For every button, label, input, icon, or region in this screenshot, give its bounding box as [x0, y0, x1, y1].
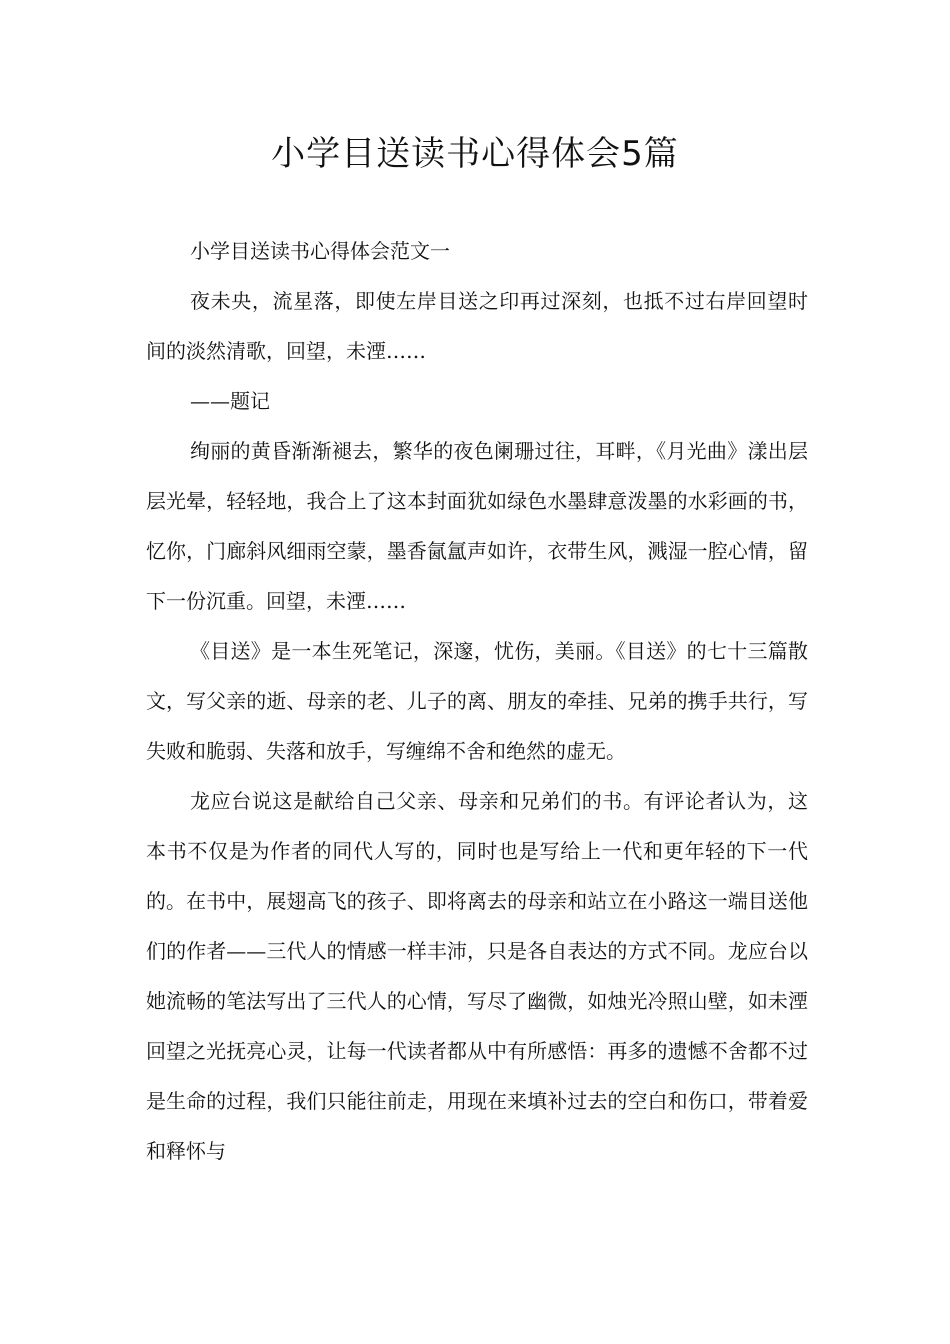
document-body: [146, 226, 808, 1176]
paragraph-body: 绚丽的黄昏渐渐褪去，繁华的夜色阑珊过往，耳畔，《月光曲》漾出层层光晕，轻轻地，我合上了这本封面犹如绿色水墨肆意泼墨的水彩画的书，忆你，门廊斜风细雨空蒙，墨香氤氲声如许，衣带生风，溅湿一腔心情，留下一份沉重。回望，未湮……: [146, 439, 808, 613]
paragraph-epigraph: 夜未央，流星落，即使左岸目送之印再过深刻，也抵不过右岸回望时间的淡然清歌，回望，未湮……: [146, 289, 808, 363]
paragraph-epigraph-attribution: ——题记: [190, 389, 270, 413]
paragraph-body: 龙应台说这是献给自己父亲、母亲和兄弟们的书。有评论者认为，这本书不仅是为作者的同代人写的，同时也是写给上一代和更年轻的下一代的。在书中，展翅高飞的孩子、即将离去的母亲和站立在小路这一端目送他们的作者——三代人的情感一样丰沛，只是各自表达的方式不同。龙应台以她流畅的笔法写出了三代人的心情，写尽了幽微，如烛光冷照山壁，如未湮回望之光抚亮心灵，让每一代读者都从中有所感悟：再多的遗憾不舍都不过是生命的过程，我们只能往前走，用现在来填补过去的空白和伤口，带着爱和释怀与: [146, 789, 808, 1163]
paragraph-body: 《目送》是一本生死笔记，深邃，忧伤，美丽。《目送》的七十三篇散文，写父亲的逝、母亲的老、儿子的离、朋友的牵挂、兄弟的携手共行，写失败和脆弱、失落和放手，写缠绵不舍和绝然的虚无。: [146, 639, 808, 763]
document-title: 小学目送读书心得体会5篇: [271, 134, 679, 174]
paragraph-subtitle: 小学目送读书心得体会范文一: [190, 239, 450, 263]
